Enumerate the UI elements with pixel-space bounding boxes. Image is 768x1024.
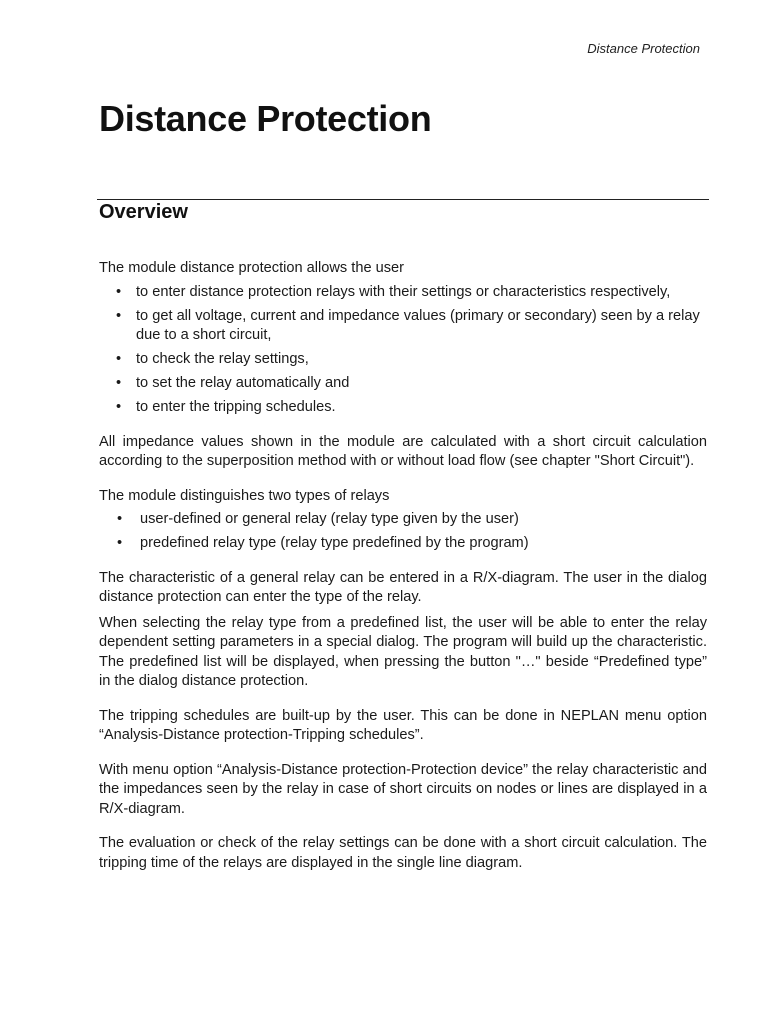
list-item: • to enter distance protection relays with their settings or characteristics respectively,: [99, 283, 707, 303]
section-title-overview: Overview: [99, 201, 188, 223]
tripping-schedules-paragraph: The tripping schedules are built-up by the user. This can be done in NEPLAN menu option “Analysis-Distance protection-Tripping schedules”.: [99, 707, 707, 743]
list-item: • predefined relay type (relay type predefined by the program): [99, 534, 707, 554]
document-title: Distance Protection: [99, 98, 432, 139]
section-rule: [97, 199, 709, 200]
bullet-icon: •: [116, 351, 122, 367]
bullet-icon: •: [116, 399, 122, 415]
capabilities-list: [99, 283, 707, 418]
bullet-icon: •: [117, 511, 123, 527]
bullet-icon: •: [116, 375, 122, 391]
bullet-icon: •: [117, 535, 123, 551]
relay-types-intro: The module distinguishes two types of relays: [99, 487, 390, 504]
running-header: Distance Protection: [587, 41, 700, 56]
list-item: • to set the relay automatically and: [99, 374, 707, 394]
predefined-relay-paragraph: When selecting the relay type from a predefined list, the user will be able to enter the relay dependent setting parameters in a special dialog. The program will build up the characteristic. The predefined list will be displayed, when pressing the button "…" beside “Predefined type” in the dialog distance protection.: [99, 614, 707, 689]
list-item: • to get all voltage, current and impedance values (primary or secondary) seen by a relay due to a short circuit,: [116, 307, 700, 343]
list-item: • to enter the tripping schedules.: [99, 398, 707, 418]
list-item: • user-defined or general relay (relay type given by the user): [99, 510, 707, 530]
list-item: • to check the relay settings,: [99, 350, 707, 370]
bullet-icon: •: [116, 283, 122, 300]
general-relay-paragraph: The characteristic of a general relay can be entered in a R/X-diagram. The user in the dialog distance protection can enter the type of the relay.: [99, 569, 707, 605]
menu-option-paragraph: With menu option “Analysis-Distance protection-Protection device” the relay characteristic and the impedances seen by the relay in case of short circuits on nodes or lines are displayed in a R/X-diagram.: [99, 761, 707, 817]
intro-paragraph: The module distance protection allows the user: [99, 260, 405, 276]
impedance-paragraph: All impedance values shown in the module are calculated with a short circuit calculation according to the superposition method with or without load flow (see chapter "Short Circuit").: [99, 433, 707, 469]
relay-types-list: [99, 510, 707, 554]
bullet-icon: •: [116, 307, 122, 324]
body-text: [99, 259, 707, 873]
evaluation-paragraph: The evaluation or check of the relay settings can be done with a short circuit calculation. The tripping time of the relays are displayed in the single line diagram.: [99, 835, 707, 871]
